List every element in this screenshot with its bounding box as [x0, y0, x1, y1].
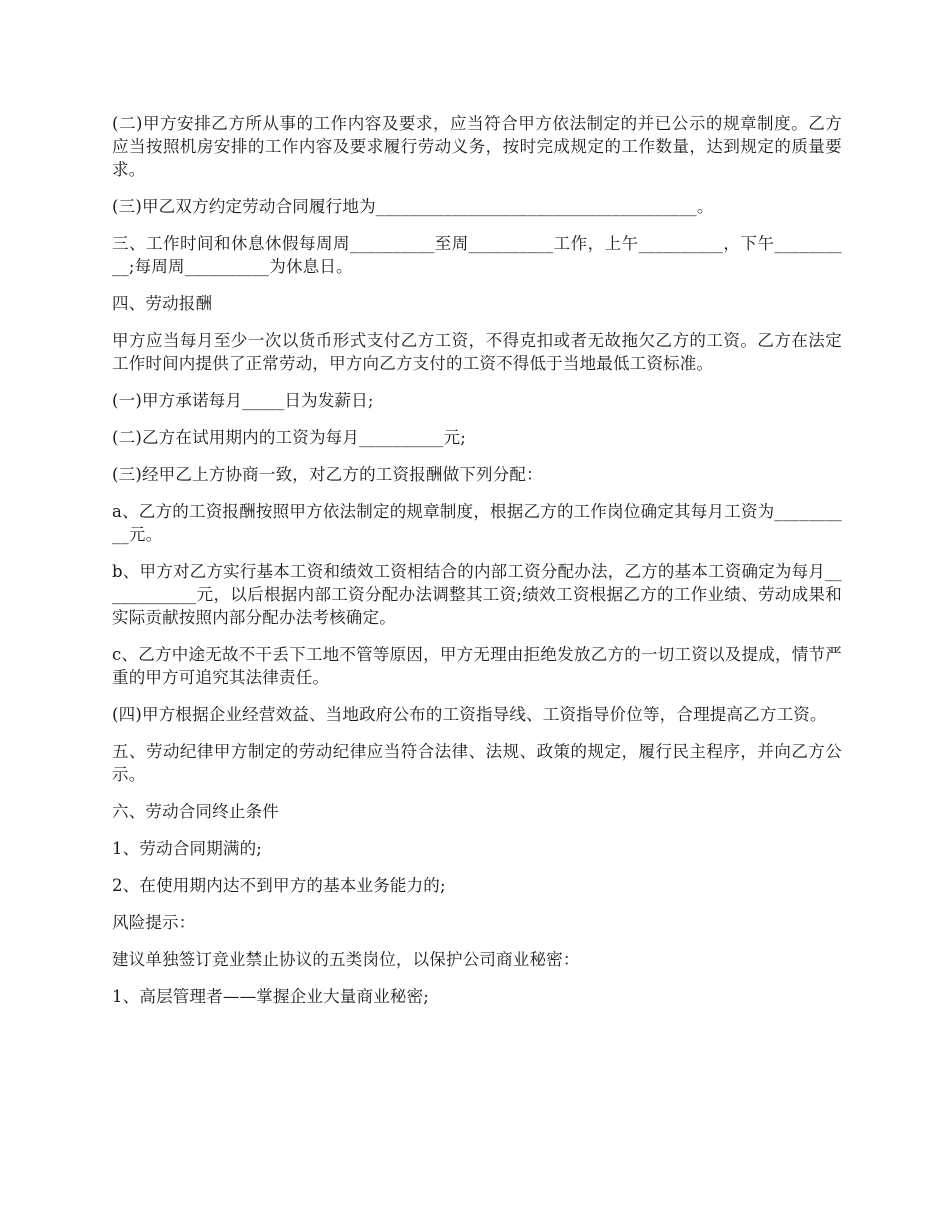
- list-item-termination-1: 1、劳动合同期满的;: [112, 839, 263, 858]
- heading-remuneration: 四、劳动报酬: [112, 294, 213, 313]
- list-item-termination-2: 2、在使用期内达不到甲方的基本业务能力的;: [112, 876, 446, 895]
- paragraph-work-content: (二)甲方安排乙方所从事的工作内容及要求，应当符合甲方依法制定的并已公示的规章制度。乙方应当按照机房安排的工作内容及要求履行劳动义务，按时完成规定的工作数量，达到规定的质量要求。: [112, 114, 842, 179]
- paragraph-work-hours: 三、工作时间和休息休假每周周__________至周__________工作，上午__________，下午__________;每周周__________为休息日。: [112, 234, 842, 276]
- paragraph-payday: (一)甲方承诺每月_____日为发薪日;: [112, 391, 374, 410]
- paragraph-labor-discipline: 五、劳动纪律甲方制定的劳动纪律应当符合法律、法规、政策的规定，履行民主程序，并向乙方公示。: [112, 742, 842, 784]
- paragraph-probation-wage: (二)乙方在试用期内的工资为每月__________元;: [112, 428, 467, 447]
- document-page: [112, 112, 842, 1022]
- paragraph-item-b: b、甲方对乙方实行基本工资和绩效工资相结合的内部工资分配办法，乙方的基本工资确定为每月____________元，以后根据内部工资分配办法调整其工资;绩效工资根据乙方的工作业绩、劳动成果和实际贡献按照内部分配办法考核确定。: [112, 562, 842, 627]
- list-item-senior-managers: 1、高层管理者——掌握企业大量商业秘密;: [112, 987, 430, 1006]
- heading-termination: 六、劳动合同终止条件: [112, 802, 279, 821]
- paragraph-item-c: c、乙方中途无故不干丢下工地不管等原因，甲方无理由拒绝发放乙方的一切工资以及提成，情节严重的甲方可追究其法律责任。: [112, 645, 842, 687]
- paragraph-wage-distribution: (三)经甲乙上方协商一致，对乙方的工资报酬做下列分配：: [112, 465, 543, 484]
- heading-risk-notice: 风险提示：: [112, 913, 196, 932]
- paragraph-wage-payment: 甲方应当每月至少一次以货币形式支付乙方工资，不得克扣或者无故拖欠乙方的工资。乙方在法定工作时间内提供了正常劳动，甲方向乙方支付的工资不得低于当地最低工资标准。: [112, 331, 842, 373]
- paragraph-item-a: a、乙方的工资报酬按照甲方依法制定的规章制度，根据乙方的工作岗位确定其每月工资为__________元。: [112, 502, 842, 544]
- paragraph-work-location: (三)甲乙双方约定劳动合同履行地为______________________________________。: [112, 197, 714, 216]
- paragraph-noncompete-advice: 建议单独签订竞业禁止协议的五类岗位，以保护公司商业秘密：: [112, 950, 580, 969]
- paragraph-wage-increase: (四)甲方根据企业经营效益、当地政府公布的工资指导线、工资指导价位等，合理提高乙方工资。: [112, 705, 827, 724]
